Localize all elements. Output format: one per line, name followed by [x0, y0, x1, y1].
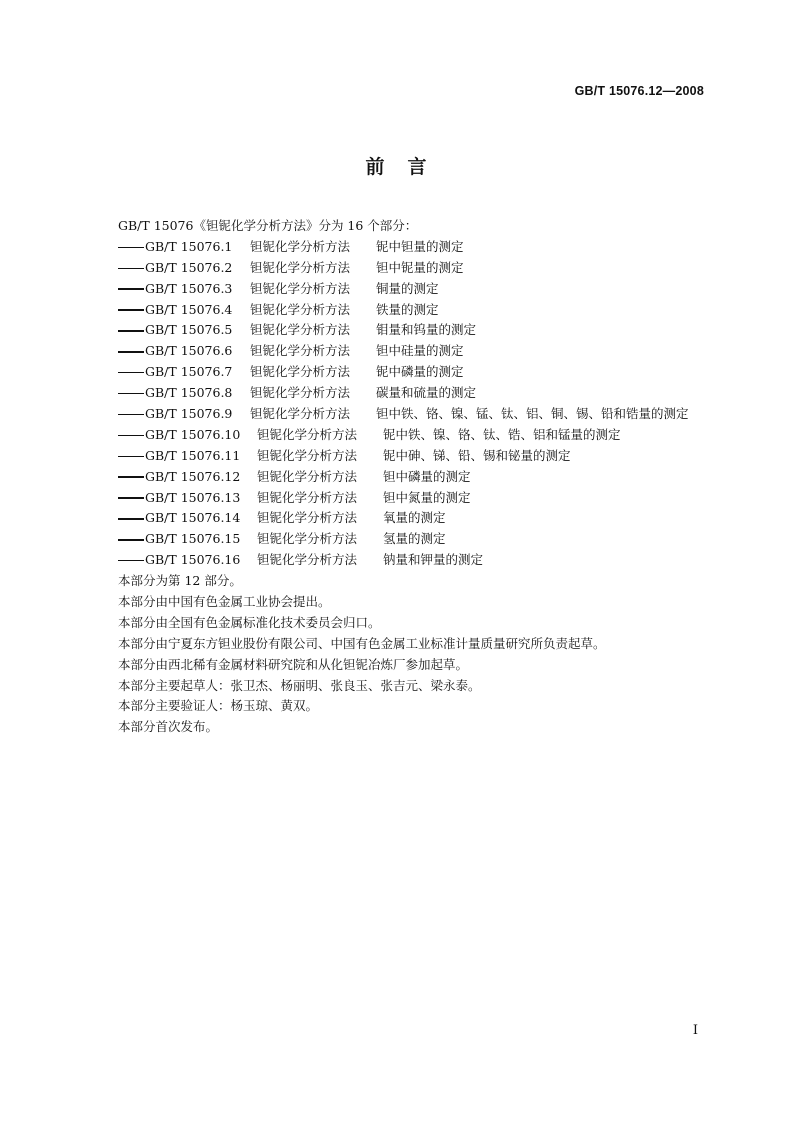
- part-list-item: [118, 362, 718, 383]
- part-method: 钽铌化学分析方法: [250, 343, 351, 359]
- part-method: 钽铌化学分析方法: [250, 322, 351, 338]
- part-subject: 碳量和硫量的测定: [376, 385, 477, 401]
- note-line: 本部分由宁夏东方钽业股份有限公司、中国有色金属工业标准计量质量研究所负责起草。: [118, 635, 606, 651]
- em-dash-mark: [118, 435, 144, 436]
- em-dash-mark: [118, 372, 144, 373]
- notes-list: [118, 571, 718, 738]
- part-subject: 铁量的测定: [376, 301, 439, 317]
- part-code: GB/T 15076.2: [145, 259, 233, 275]
- note-line: 本部分为第 12 部分。: [118, 573, 242, 589]
- em-dash-mark: [118, 247, 144, 248]
- part-code: GB/T 15076.15: [145, 531, 241, 547]
- part-subject: 钠量和钾量的测定: [383, 552, 484, 568]
- part-list-item: [118, 425, 718, 446]
- part-method: 钽铌化学分析方法: [250, 280, 351, 296]
- intro-line: GB/T 15076《钽铌化学分析方法》分为 16 个部分：: [118, 218, 418, 233]
- part-subject: 铌中磷量的测定: [376, 364, 464, 380]
- part-method: 钽铌化学分析方法: [257, 489, 358, 505]
- em-dash-mark: [118, 476, 144, 477]
- part-subject: 钽中氮量的测定: [383, 489, 471, 505]
- part-method: 钽铌化学分析方法: [250, 259, 351, 275]
- part-list-item: [118, 550, 718, 571]
- note-line: 本部分由中国有色金属工业协会提出。: [118, 594, 331, 610]
- em-dash-mark: [118, 309, 144, 310]
- em-dash-mark: [118, 330, 144, 331]
- preface-body: [118, 216, 718, 738]
- part-method: 钽铌化学分析方法: [257, 468, 358, 484]
- em-dash-mark: [118, 518, 144, 519]
- part-method: 钽铌化学分析方法: [250, 385, 351, 401]
- note-line: 本部分由全国有色金属标准化技术委员会归口。: [118, 614, 381, 630]
- part-method: 钽铌化学分析方法: [250, 301, 351, 317]
- part-code: GB/T 15076.16: [145, 552, 241, 568]
- part-list-item: [118, 467, 718, 488]
- part-method: 钽铌化学分析方法: [257, 531, 358, 547]
- part-subject: 铌中钽量的测定: [376, 238, 464, 254]
- part-list-item: [118, 279, 718, 300]
- em-dash-mark: [118, 456, 144, 457]
- em-dash-mark: [118, 539, 144, 540]
- part-method: 钽铌化学分析方法: [257, 552, 358, 568]
- part-list-item: [118, 529, 718, 550]
- part-code: GB/T 15076.5: [145, 322, 233, 338]
- part-code: GB/T 15076.11: [145, 447, 241, 463]
- part-subject: 钽中铁、铬、镍、锰、钛、铝、铜、锡、铅和锆量的测定: [376, 406, 689, 422]
- part-code: GB/T 15076.1: [145, 238, 233, 254]
- part-code: GB/T 15076.9: [145, 406, 233, 422]
- part-code: GB/T 15076.6: [145, 343, 233, 359]
- part-list-item: [118, 258, 718, 279]
- note-line: 本部分主要验证人：杨玉琼、黄双。: [118, 698, 319, 714]
- part-subject: 氢量的测定: [383, 531, 446, 547]
- part-code: GB/T 15076.10: [145, 426, 241, 442]
- part-list-item: [118, 383, 718, 404]
- em-dash-mark: [118, 497, 144, 498]
- part-subject: 钽中铌量的测定: [376, 259, 464, 275]
- note-line: 本部分主要起草人：张卫杰、杨丽明、张良玉、张吉元、梁永泰。: [118, 677, 481, 693]
- em-dash-mark: [118, 560, 144, 561]
- em-dash-mark: [118, 288, 144, 289]
- em-dash-mark: [118, 351, 144, 352]
- em-dash-mark: [118, 268, 144, 269]
- part-code: GB/T 15076.12: [145, 468, 241, 484]
- em-dash-mark: [118, 393, 144, 394]
- part-subject: 铜量的测定: [376, 280, 439, 296]
- part-list-item: [118, 446, 718, 467]
- part-list-item: [118, 488, 718, 509]
- parts-list: [118, 237, 718, 571]
- part-method: 钽铌化学分析方法: [257, 510, 358, 526]
- part-method: 钽铌化学分析方法: [250, 406, 351, 422]
- part-method: 钽铌化学分析方法: [257, 447, 358, 463]
- part-subject: 铌中砷、锑、铅、锡和铋量的测定: [383, 447, 571, 463]
- part-code: GB/T 15076.14: [145, 510, 241, 526]
- part-list-item: [118, 320, 718, 341]
- part-method: 钽铌化学分析方法: [250, 238, 351, 254]
- part-subject: 氧量的测定: [383, 510, 446, 526]
- part-list-item: [118, 404, 718, 425]
- page-title: 前 言: [365, 156, 429, 178]
- part-code: GB/T 15076.8: [145, 385, 233, 401]
- standard-code: GB/T 15076.12—2008: [574, 84, 704, 98]
- part-list-item: [118, 508, 718, 529]
- part-list-item: [118, 237, 718, 258]
- part-method: 钽铌化学分析方法: [257, 426, 358, 442]
- part-code: GB/T 15076.7: [145, 364, 233, 380]
- part-code: GB/T 15076.3: [145, 280, 233, 296]
- part-code: GB/T 15076.4: [145, 301, 233, 317]
- note-line: 本部分首次发布。: [118, 719, 219, 735]
- part-list-item: [118, 341, 718, 362]
- page-number: I: [692, 1023, 698, 1038]
- part-subject: 钼量和钨量的测定: [376, 322, 477, 338]
- note-line: 本部分由西北稀有金属材料研究院和从化钽铌冶炼厂参加起草。: [118, 656, 469, 672]
- part-subject: 铌中铁、镍、铬、钛、锆、铝和锰量的测定: [383, 426, 621, 442]
- part-method: 钽铌化学分析方法: [250, 364, 351, 380]
- part-subject: 钽中磷量的测定: [383, 468, 471, 484]
- part-subject: 钽中硅量的测定: [376, 343, 464, 359]
- em-dash-mark: [118, 414, 144, 415]
- part-code: GB/T 15076.13: [145, 489, 241, 505]
- part-list-item: [118, 300, 718, 321]
